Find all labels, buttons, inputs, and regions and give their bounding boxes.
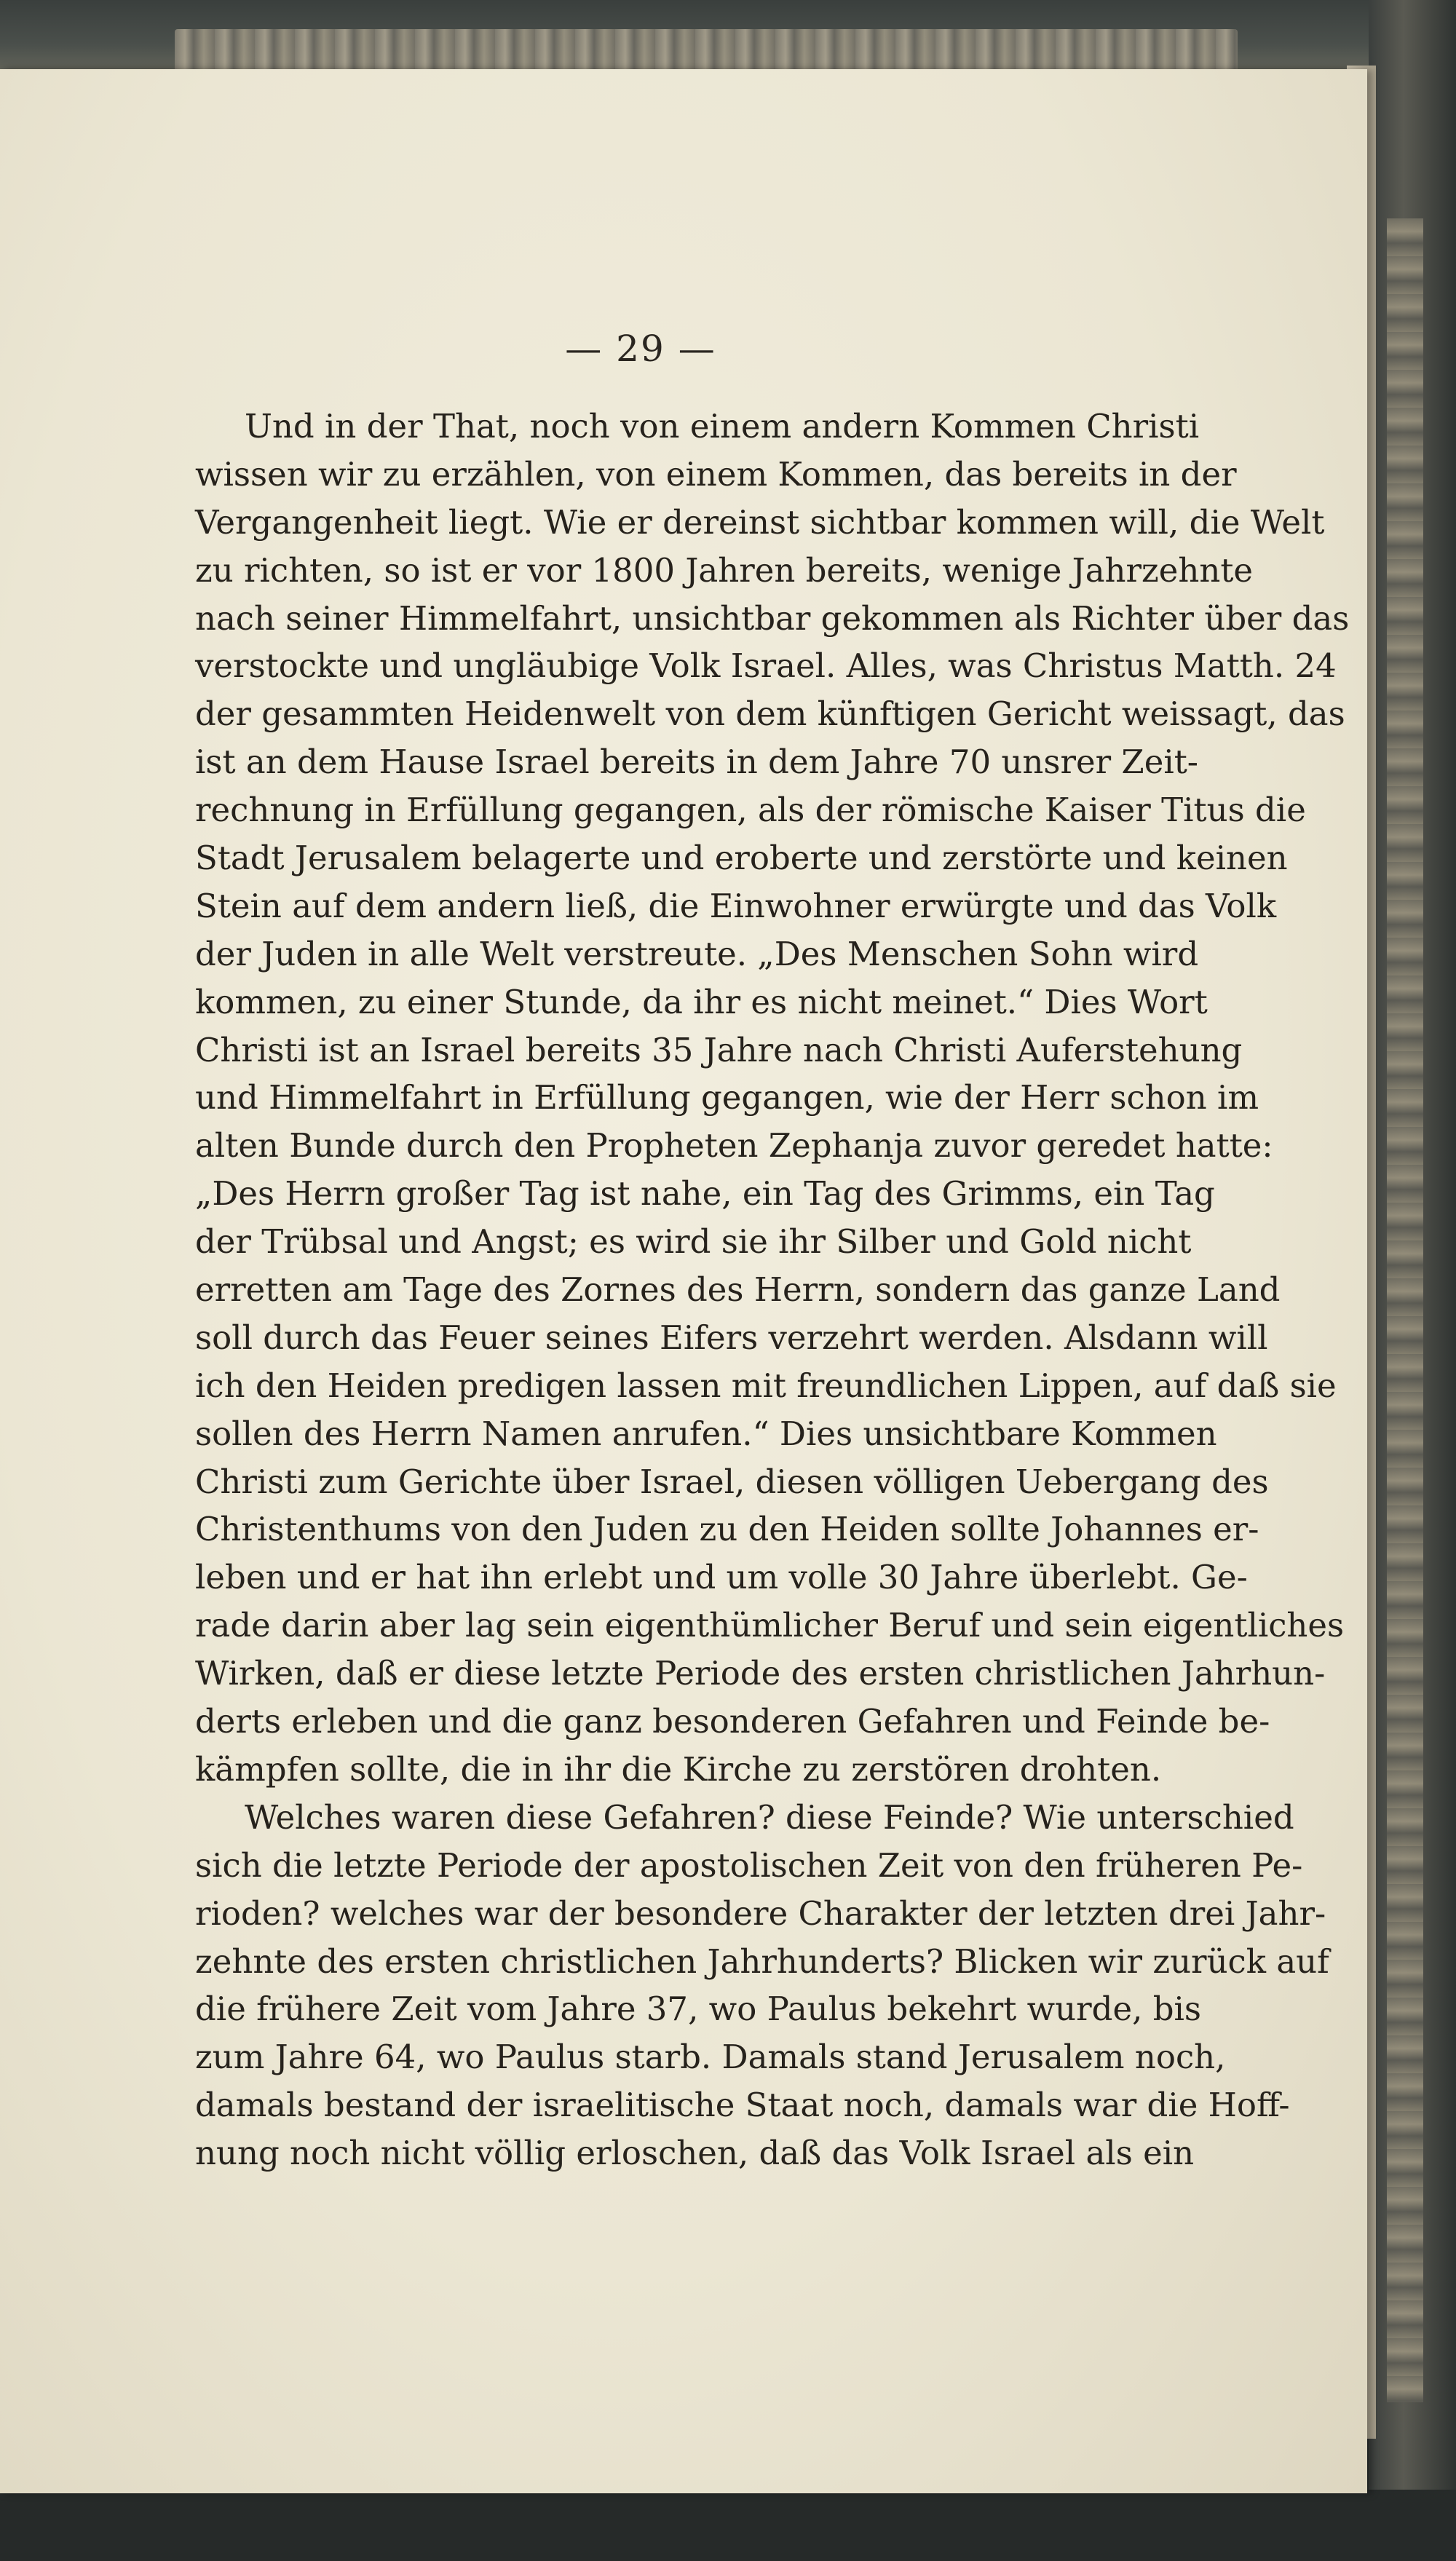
text-line: Und in der That, noch von einem andern Kommen Christi: [245, 407, 1200, 446]
page-number: — 29 —: [565, 328, 716, 370]
text-line: nach seiner Himmelfahrt, unsichtbar gekommen als Richter über das: [195, 598, 1350, 638]
text-line: sollen des Herrn Namen anrufen.“ Dies unsichtbare Kommen: [195, 1414, 1217, 1453]
text-line: sich die letzte Periode der apostolischen Zeit von den früheren Pe-: [195, 1845, 1303, 1885]
body-text: [195, 403, 1350, 2177]
text-line: alten Bunde durch den Propheten Zephanja zuvor geredet hatte:: [195, 1126, 1273, 1165]
text-line: Wirken, daß er diese letzte Periode des ersten christlichen Jahrhun-: [195, 1654, 1326, 1693]
text-line: kommen, zu einer Stunde, da ihr es nicht meinet.“ Dies Wort: [195, 982, 1208, 1021]
marbled-cover-edge-right: [1387, 218, 1423, 2402]
text-line: kämpfen sollte, die in ihr die Kirche zu zerstören drohten.: [195, 1749, 1162, 1789]
text-line: Christi zum Gerichte über Israel, diesen völligen Uebergang des: [195, 1462, 1269, 1501]
text-line: derts erleben und die ganz besonderen Gefahren und Feinde be-: [195, 1702, 1270, 1741]
text-line: rade darin aber lag sein eigenthümlicher Beruf und sein eigentliches: [195, 1606, 1345, 1645]
text-line: Christi ist an Israel bereits 35 Jahre nach Christi Auferstehung: [195, 1030, 1243, 1069]
text-line: Vergangenheit liegt. Wie er dereinst sichtbar kommen will, die Welt: [195, 502, 1325, 542]
text-line: der gesammten Heidenwelt von dem künftigen Gericht weissagt, das: [195, 694, 1345, 734]
text-line: zehnte des ersten christlichen Jahrhunderts? Blicken wir zurück auf: [195, 1941, 1329, 1981]
text-line: zum Jahre 64, wo Paulus starb. Damals stand Jerusalem noch,: [195, 2038, 1226, 2077]
text-line: wissen wir zu erzählen, von einem Kommen, das bereits in der: [195, 454, 1237, 494]
text-line: der Juden in alle Welt verstreute. „Des Menschen Sohn wird: [195, 934, 1199, 973]
text-line: erretten am Tage des Zornes des Herrn, sondern das ganze Land: [195, 1270, 1281, 1310]
text-line: ist an dem Hause Israel bereits in dem Jahre 70 unsrer Zeit-: [195, 743, 1199, 782]
text-line: Stadt Jerusalem belagerte und eroberte und zerstörte und keinen: [195, 839, 1288, 878]
page-sheet: [0, 69, 1367, 2493]
text-line: nung noch nicht völlig erloschen, daß das Volk Israel als ein: [195, 2134, 1195, 2173]
text-line: zu richten, so ist er vor 1800 Jahren bereits, wenige Jahrzehnte: [195, 550, 1254, 590]
marbled-cover-edge-top: [175, 29, 1238, 73]
text-line: ich den Heiden predigen lassen mit freundlichen Lippen, auf daß sie: [195, 1366, 1337, 1405]
text-line: leben und er hat ihn erlebt und um volle 30 Jahre überlebt. Ge-: [195, 1558, 1248, 1597]
text-line: soll durch das Feuer seines Eifers verzehrt werden. Alsdann will: [195, 1318, 1268, 1357]
text-line: der Trübsal und Angst; es wird sie ihr Silber und Gold nicht: [195, 1222, 1192, 1262]
text-line: die frühere Zeit vom Jahre 37, wo Paulus bekehrt wurde, bis: [195, 1990, 1201, 2029]
text-line: und Himmelfahrt in Erfüllung gegangen, wie der Herr schon im: [195, 1078, 1259, 1117]
text-line: Stein auf dem andern ließ, die Einwohner erwürgte und das Volk: [195, 886, 1277, 925]
text-line: rioden? welches war der besondere Charakter der letzten drei Jahr-: [195, 1893, 1326, 1933]
text-line: Welches waren diese Gefahren? diese Feinde? Wie unterschied: [245, 1797, 1294, 1837]
book-bottom-binding: [0, 2490, 1456, 2561]
text-line: rechnung in Erfüllung gegangen, als der römische Kaiser Titus die: [195, 791, 1306, 830]
text-line: „Des Herrn großer Tag ist nahe, ein Tag des Grimms, ein Tag: [195, 1174, 1215, 1214]
text-line: damals bestand der israelitische Staat noch, damals war die Hoff-: [195, 2086, 1290, 2125]
text-line: Christenthums von den Juden zu den Heiden sollte Johannes er-: [195, 1510, 1259, 1549]
text-line: verstockte und ungläubige Volk Israel. Alles, was Christus Matth. 24: [195, 646, 1337, 686]
